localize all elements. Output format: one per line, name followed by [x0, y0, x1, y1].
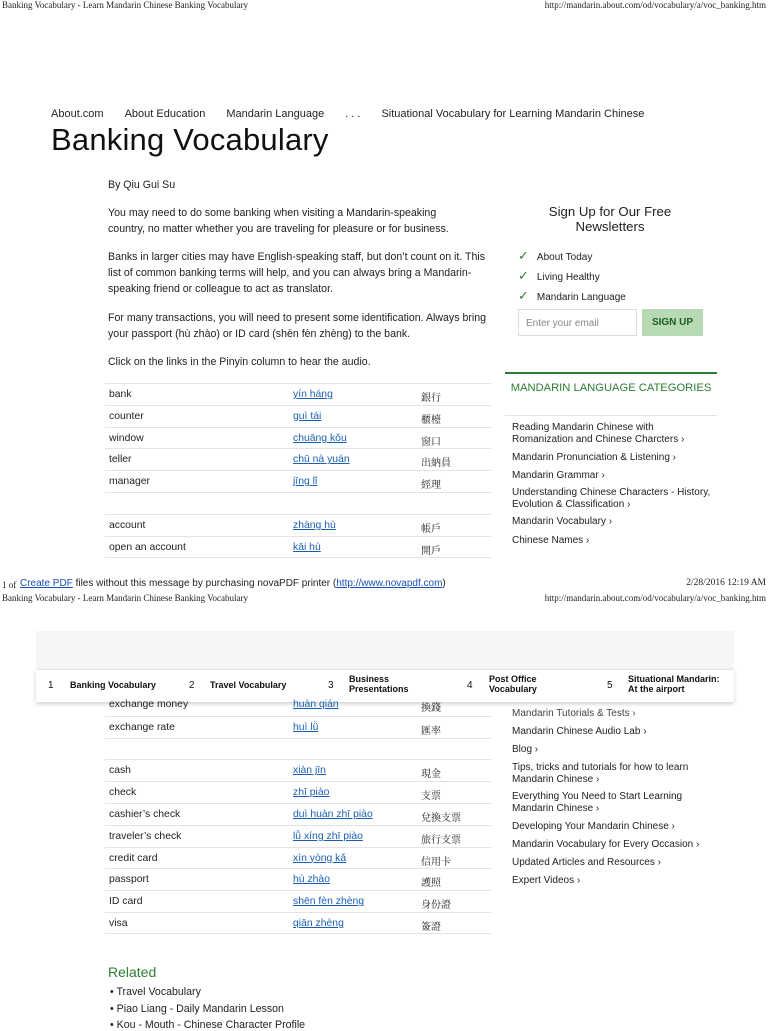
- pinyin-link[interactable]: chuāng kǒu: [293, 432, 347, 444]
- pinyin-link[interactable]: duì huàn zhī piào: [293, 808, 373, 820]
- english-cell: cash: [109, 765, 131, 777]
- byline: By Qiu Gui Su: [108, 179, 176, 191]
- pinyin-link[interactable]: guì tái: [293, 410, 322, 422]
- english-cell: ID card: [109, 896, 143, 908]
- newsletter-option-label: Mandarin Language: [536, 292, 626, 303]
- pinyin-link[interactable]: qiān zhèng: [293, 917, 344, 929]
- print-header-url: http://mandarin.about.com/od/vocabulary/a/voc_banking.htm: [544, 593, 766, 603]
- pinyin-link[interactable]: jīng lǐ: [293, 476, 318, 488]
- breadcrumb-ellipsis[interactable]: . . .: [345, 108, 361, 120]
- article-paragraph: Banks in larger cities may have English-speaking staff, but don’t count on it. This list of common banking terms will help, and you can always bring a Mandarin-speaking friend or colleague to act as translator.: [108, 251, 486, 295]
- chinese-cell: 兌換支票: [421, 812, 461, 824]
- email-input[interactable]: Enter your email: [518, 309, 637, 336]
- divider: [505, 415, 717, 416]
- english-cell: credit card: [109, 852, 158, 864]
- table-row: [105, 470, 491, 492]
- sidebar-link[interactable]: Updated Articles and Resources ›: [512, 857, 661, 868]
- print-header-url: http://mandarin.about.com/od/vocabulary/a/voc_banking.htm: [544, 0, 766, 10]
- tab-number: 1: [48, 680, 54, 691]
- tab-label: Business Presentations: [349, 674, 409, 694]
- english-cell: traveler’s check: [109, 830, 182, 842]
- table-row: [105, 759, 491, 781]
- category-link[interactable]: Chinese Names ›: [512, 535, 590, 546]
- chinese-cell: 出納員: [421, 458, 451, 470]
- article-paragraph: Click on the links in the Pinyin column to hear the audio.: [108, 356, 371, 368]
- chinese-cell: 現金: [421, 769, 441, 781]
- related-heading: Related: [108, 964, 157, 980]
- chinese-cell: 經理: [421, 480, 441, 492]
- table-row: [105, 716, 491, 738]
- pinyin-link[interactable]: huì lǜ: [293, 721, 319, 733]
- english-cell: visa: [109, 917, 128, 929]
- newsletter-option-label: About Today: [536, 252, 593, 263]
- pinyin-link[interactable]: shēn fèn zhèng: [293, 896, 365, 908]
- chinese-cell: 護照: [421, 878, 441, 890]
- checkmark-icon: ✓: [518, 248, 529, 263]
- table-row: [105, 890, 491, 912]
- breadcrumb-link[interactable]: Mandarin Language: [226, 108, 325, 120]
- english-cell: teller: [109, 454, 132, 466]
- print-header-title: Banking Vocabulary - Learn Mandarin Chinese Banking Vocabulary: [2, 0, 249, 10]
- tab-label: Situational Mandarin: At the airport: [628, 674, 720, 694]
- pinyin-link[interactable]: zhī piào: [293, 787, 330, 799]
- chinese-cell: 開戶: [421, 545, 441, 557]
- chinese-cell: 換錢: [421, 703, 441, 714]
- create-pdf-link[interactable]: Create PDF: [20, 578, 73, 589]
- english-cell: counter: [109, 410, 144, 422]
- article-paragraph: You may need to do some banking when visiting a Mandarin-speaking country, no matter whether you are traveling for pleasure or for business.: [108, 207, 449, 235]
- sidebar-link[interactable]: Blog ›: [512, 744, 539, 755]
- english-cell: bank: [109, 389, 132, 400]
- category-link[interactable]: Mandarin Grammar ›: [512, 470, 605, 481]
- chinese-cell: 窗口: [421, 436, 441, 448]
- table-row: [105, 448, 491, 470]
- table-row: [105, 803, 491, 825]
- chinese-cell: 簽證: [421, 921, 441, 933]
- pinyin-link[interactable]: huàn qián: [293, 699, 339, 710]
- english-cell: exchange rate: [109, 721, 175, 733]
- newsletter-option[interactable]: [518, 288, 626, 304]
- english-cell: check: [109, 787, 137, 799]
- english-cell: open an account: [109, 541, 186, 553]
- related-link[interactable]: • Kou - Mouth - Chinese Character Profile: [110, 1019, 306, 1031]
- pinyin-link[interactable]: xìn yòng kǎ: [293, 852, 347, 864]
- sidebar-link[interactable]: Developing Your Mandarin Chinese ›: [512, 821, 675, 832]
- english-cell: passport: [109, 874, 149, 886]
- category-link[interactable]: Mandarin Pronunciation & Listening ›: [512, 452, 676, 463]
- table-row: [105, 383, 491, 405]
- chinese-cell: 旅行支票: [421, 834, 461, 846]
- table-row: [105, 847, 491, 869]
- tab-label: Post Office Vocabulary: [489, 674, 537, 694]
- tab-situational-mandarin-airport[interactable]: [607, 670, 734, 703]
- table-row-empty: [105, 738, 491, 760]
- chinese-cell: 帳戶: [421, 523, 441, 535]
- table-row: [105, 427, 491, 449]
- sidebar-link[interactable]: Mandarin Tutorials & Tests ›: [512, 708, 636, 719]
- table-row: [105, 781, 491, 803]
- sidebar-link[interactable]: Mandarin Vocabulary for Every Occasion ›: [512, 839, 700, 850]
- breadcrumb-link[interactable]: Situational Vocabulary for Learning Mandarin Chinese: [381, 108, 645, 120]
- pinyin-link[interactable]: xiàn jīn: [293, 765, 326, 777]
- pinyin-link[interactable]: yín háng: [293, 389, 333, 400]
- related-link[interactable]: • Piao Liang - Daily Mandarin Lesson: [110, 1003, 284, 1015]
- breadcrumb: [51, 108, 665, 120]
- sidebar-link[interactable]: Everything You Need to Start Learning Mandarin Chinese ›: [512, 791, 683, 814]
- category-link[interactable]: Mandarin Vocabulary ›: [512, 516, 613, 527]
- chinese-cell: 信用卡: [421, 856, 451, 868]
- chinese-cell: 支票: [421, 791, 441, 803]
- table-row: [105, 868, 491, 890]
- newsletter-option[interactable]: [518, 268, 600, 284]
- tab-label: Banking Vocabulary: [70, 680, 156, 690]
- chinese-cell: 匯率: [421, 725, 441, 737]
- table-row: [105, 825, 491, 847]
- english-cell: account: [109, 519, 146, 531]
- page-count: 1 of: [2, 580, 17, 590]
- chinese-cell: 櫃檯: [421, 414, 441, 426]
- table-row: [105, 536, 491, 558]
- table-row: [105, 694, 491, 716]
- breadcrumb-link[interactable]: About.com: [51, 108, 104, 120]
- english-cell: window: [109, 432, 144, 444]
- breadcrumb-link[interactable]: About Education: [124, 108, 206, 120]
- pinyin-link[interactable]: zhàng hù: [293, 519, 336, 531]
- table-row: [105, 405, 491, 427]
- tab-label: Travel Vocabulary: [210, 680, 287, 690]
- newsletter-option-label: Living Healthy: [536, 272, 600, 283]
- english-cell: manager: [109, 476, 151, 488]
- newsletter-title: Sign Up for Our Free Newsletters: [548, 204, 672, 234]
- categories-divider: [505, 372, 717, 374]
- pinyin-link[interactable]: lǚ xíng zhī piào: [293, 830, 363, 842]
- newsletter-option[interactable]: [518, 248, 592, 264]
- table-row: [105, 514, 491, 536]
- chinese-cell: 身份證: [421, 900, 451, 912]
- tab-number: 4: [467, 680, 473, 691]
- tab-number: 5: [607, 680, 613, 691]
- tab-number: 3: [328, 680, 334, 691]
- vocab-table: [105, 383, 491, 558]
- sidebar-link[interactable]: Mandarin Chinese Audio Lab ›: [512, 726, 647, 737]
- novapdf-link[interactable]: http://www.novapdf.com: [336, 578, 443, 589]
- page-title: Banking Vocabulary: [51, 122, 329, 157]
- pinyin-link[interactable]: kāi hù: [293, 541, 321, 553]
- english-cell: cashier’s check: [109, 808, 181, 820]
- pdf-footer-text: Create PDF files without this message by purchasing novaPDF printer (http://www.novapdf.com): [20, 578, 446, 589]
- sidebar-link[interactable]: Expert Videos ›: [512, 875, 581, 886]
- table-row-empty: [105, 492, 491, 514]
- sidebar-link[interactable]: Tips, tricks and tutorials for how to learn Mandarin Chinese ›: [512, 762, 689, 785]
- article-paragraph: For many transactions, you will need to present some identification. Always bring your passport (hù zhào) or ID card (shēn fèn zhèng) to the bank.: [108, 312, 487, 340]
- tab-number: 2: [189, 680, 195, 691]
- category-link[interactable]: Reading Mandarin Chinese with Romanization and Chinese Charcters ›: [512, 422, 685, 445]
- categories-title: MANDARIN LANGUAGE CATEGORIES: [510, 382, 712, 394]
- pinyin-link[interactable]: hù zhào: [293, 874, 330, 886]
- header-placeholder: [36, 631, 734, 669]
- category-link[interactable]: Understanding Chinese Characters - History, Evolution & Classification ›: [512, 487, 711, 510]
- sign-up-button[interactable]: SIGN UP: [642, 309, 703, 336]
- chinese-cell: 銀行: [421, 393, 441, 404]
- checkmark-icon: ✓: [518, 288, 529, 303]
- related-link[interactable]: • Travel Vocabulary: [110, 986, 201, 998]
- table-row: [105, 912, 491, 934]
- print-header-title: Banking Vocabulary - Learn Mandarin Chinese Banking Vocabulary: [2, 593, 249, 603]
- english-cell: exchange money: [109, 699, 189, 710]
- pinyin-link[interactable]: chū nà yuán: [293, 454, 350, 466]
- vocab-table: [105, 694, 491, 934]
- checkmark-icon: ✓: [518, 268, 529, 283]
- pdf-datetime: 2/28/2016 12:19 AM: [686, 578, 766, 588]
